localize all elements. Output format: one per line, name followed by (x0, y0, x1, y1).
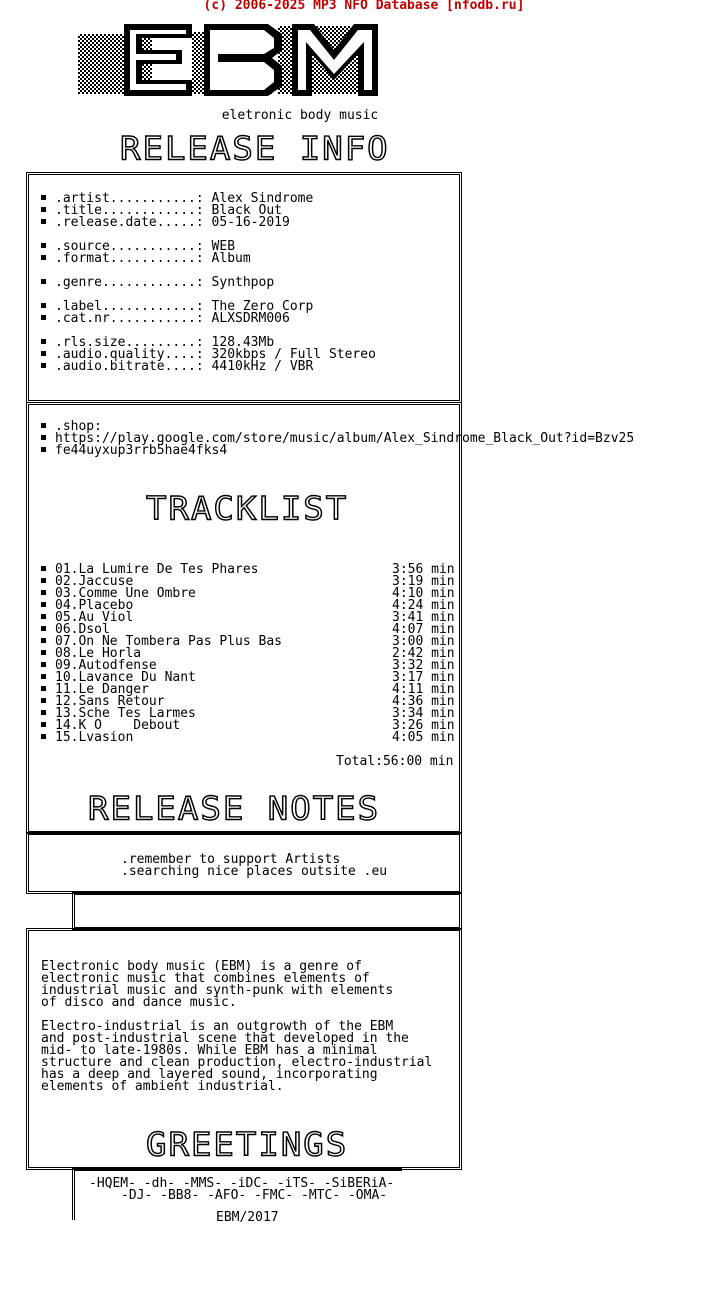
track-time: 3:34 min (392, 706, 455, 721)
track-time: 4:10 min (392, 586, 455, 601)
copyright-banner: (c) 2006-2025 MP3 NFO Database [nfodb.ru] (203, 0, 525, 13)
subtitle: eletronic body music (221, 108, 379, 123)
track-title: 14.K O Debout (55, 718, 181, 733)
description-line: has a deep and layered sound, incorporating (41, 1067, 378, 1082)
remember-box (26, 832, 462, 894)
shop-text: https://play.google.com/store/music/album/Alex_Sindrome_Black_Out?id=Bzv25 (55, 431, 635, 446)
bullet-icon (41, 195, 46, 200)
release-notes-heading: RELEASE NOTES (88, 790, 381, 828)
signature: EBM/2017 (216, 1210, 279, 1225)
release-fields (41, 193, 376, 385)
field-value: The Zero Corp (211, 299, 314, 314)
bullet-icon (41, 686, 46, 691)
ebm-logo (78, 20, 388, 104)
description-text (41, 961, 432, 1105)
field-label: .genre............: (55, 275, 204, 290)
track-title: 06.Dsol (55, 622, 110, 637)
bullet-icon (41, 339, 46, 344)
track-title: 10.Lavance Du Nant (55, 670, 196, 685)
shop-text: .shop: (55, 419, 102, 434)
bullet-icon (41, 602, 46, 607)
field-label: .format...........: (55, 251, 204, 266)
remember-line: .remember to support Artists (121, 852, 341, 867)
field-label: .title............: (55, 203, 204, 218)
bullet-icon (41, 698, 46, 703)
description-line: Electronic body music (EBM) is a genre of (41, 959, 362, 974)
release-field (41, 361, 376, 373)
total-time: Total:56:00 min (336, 754, 454, 769)
track-time: 4:36 min (392, 694, 455, 709)
release-field (41, 277, 376, 289)
field-value: 128.43Mb (211, 335, 275, 350)
bullet-icon (41, 315, 46, 320)
shop-line (41, 445, 634, 457)
field-value: ALXSDRM006 (211, 311, 290, 326)
track-time: 3:32 min (392, 658, 455, 673)
field-value: Synthpop (211, 275, 275, 290)
field-value: 05-16-2019 (211, 215, 290, 230)
bullet-icon (41, 255, 46, 260)
track-time: 3:26 min (392, 718, 455, 733)
release-info-box (26, 172, 462, 403)
bullet-icon (41, 734, 46, 739)
release-field (41, 217, 376, 229)
track-title: 11.Le Danger (55, 682, 149, 697)
description-line: structure and clean production, electro-industrial (41, 1055, 433, 1070)
track-title: 09.Autodfense (55, 658, 157, 673)
track-time: 3:41 min (392, 610, 455, 625)
bullet-icon (41, 435, 46, 440)
bullet-icon (41, 722, 46, 727)
field-label: .rls.size.........: (55, 335, 204, 350)
track-time: 3:56 min (392, 562, 455, 577)
track-title: 01.La Lumire De Tes Phares (55, 562, 259, 577)
bullet-icon (41, 674, 46, 679)
description-line: and post-industrial scene that developed in the (41, 1031, 409, 1046)
track-time: 2:42 min (392, 646, 455, 661)
bullet-icon (41, 219, 46, 224)
bullet-icon (41, 279, 46, 284)
field-value: WEB (211, 239, 236, 254)
release-info-heading: RELEASE INFO (120, 130, 390, 168)
divider-box (72, 892, 462, 930)
track-time: 3:17 min (392, 670, 455, 685)
bullet-icon (41, 566, 46, 571)
description-line: industrial music and synth-punk with elements (41, 983, 394, 998)
greetings-line-2: -DJ- -BB8- -AFO- -FMC- -MTC- -OMA- (121, 1188, 388, 1203)
release-field (41, 253, 376, 265)
field-value: Black Out (211, 203, 282, 218)
searching-line: .searching nice places outsite .eu (121, 864, 388, 879)
track-time: 4:24 min (392, 598, 455, 613)
track-title: 08.Le Horla (55, 646, 142, 661)
track-time: 4:05 min (392, 730, 455, 745)
description-line: electronic music that combines elements of (41, 971, 370, 986)
track-time: 4:11 min (392, 682, 455, 697)
description-line: Electro-industrial is an outgrowth of the EBM (41, 1019, 394, 1034)
track-time: 3:19 min (392, 574, 455, 589)
shop-text: fe44uyxup3rrb5hae4fks4 (55, 443, 228, 458)
field-label: .audio.bitrate....: (55, 359, 204, 374)
field-label: .audio.quality....: (55, 347, 204, 362)
track-title: 13.Sche Tes Larmes (55, 706, 196, 721)
track-row (41, 732, 461, 744)
field-value: 4410kHz / VBR (211, 359, 314, 374)
track-time: 3:00 min (392, 634, 455, 649)
bullet-icon (41, 243, 46, 248)
track-title: 15.Lvasion (55, 730, 134, 745)
description-line: of disco and dance music. (41, 995, 237, 1010)
greetings-line-1: -HQEM- -dh- -MMS- -iDC- -iTS- -SiBERiA- (89, 1176, 395, 1191)
ebm-logo-graphic (78, 20, 388, 100)
track-title: 02.Jaccuse (55, 574, 134, 589)
track-title: 04.Placebo (55, 598, 134, 613)
field-label: .cat.nr...........: (55, 311, 204, 326)
track-title: 07.On Ne Tombera Pas Plus Bas (55, 634, 282, 649)
bullet-icon (41, 351, 46, 356)
field-label: .source...........: (55, 239, 204, 254)
bullet-icon (41, 626, 46, 631)
bullet-icon (41, 638, 46, 643)
description-line: mid- to late-1980s. While EBM has a minimal (41, 1043, 378, 1058)
field-label: .label............: (55, 299, 204, 314)
bullet-icon (41, 303, 46, 308)
bullet-icon (41, 662, 46, 667)
bullet-icon (41, 590, 46, 595)
bullet-icon (41, 650, 46, 655)
release-field (41, 313, 376, 325)
bullet-icon (41, 710, 46, 715)
field-value: Album (211, 251, 251, 266)
track-title: 12.Sans Retour (55, 694, 165, 709)
track-title: 05.Au Viol (55, 610, 134, 625)
bullet-icon (41, 447, 46, 452)
bullet-icon (41, 614, 46, 619)
bullet-icon (41, 578, 46, 583)
field-label: .release.date.....: (55, 215, 204, 230)
track-time: 4:07 min (392, 622, 455, 637)
field-value: 320kbps / Full Stereo (211, 347, 376, 362)
greetings-heading: GREETINGS (146, 1126, 349, 1164)
description-line: elements of ambient industrial. (41, 1079, 284, 1094)
track-list (41, 564, 461, 744)
tracklist-heading: TRACKLIST (146, 490, 349, 528)
bullet-icon (41, 207, 46, 212)
bullet-icon (41, 423, 46, 428)
bullet-icon (41, 363, 46, 368)
field-label: .artist...........: (55, 191, 204, 206)
field-value: Alex Sindrome (211, 191, 314, 206)
track-title: 03.Comme Une Ombre (55, 586, 196, 601)
shop-section (41, 421, 634, 457)
